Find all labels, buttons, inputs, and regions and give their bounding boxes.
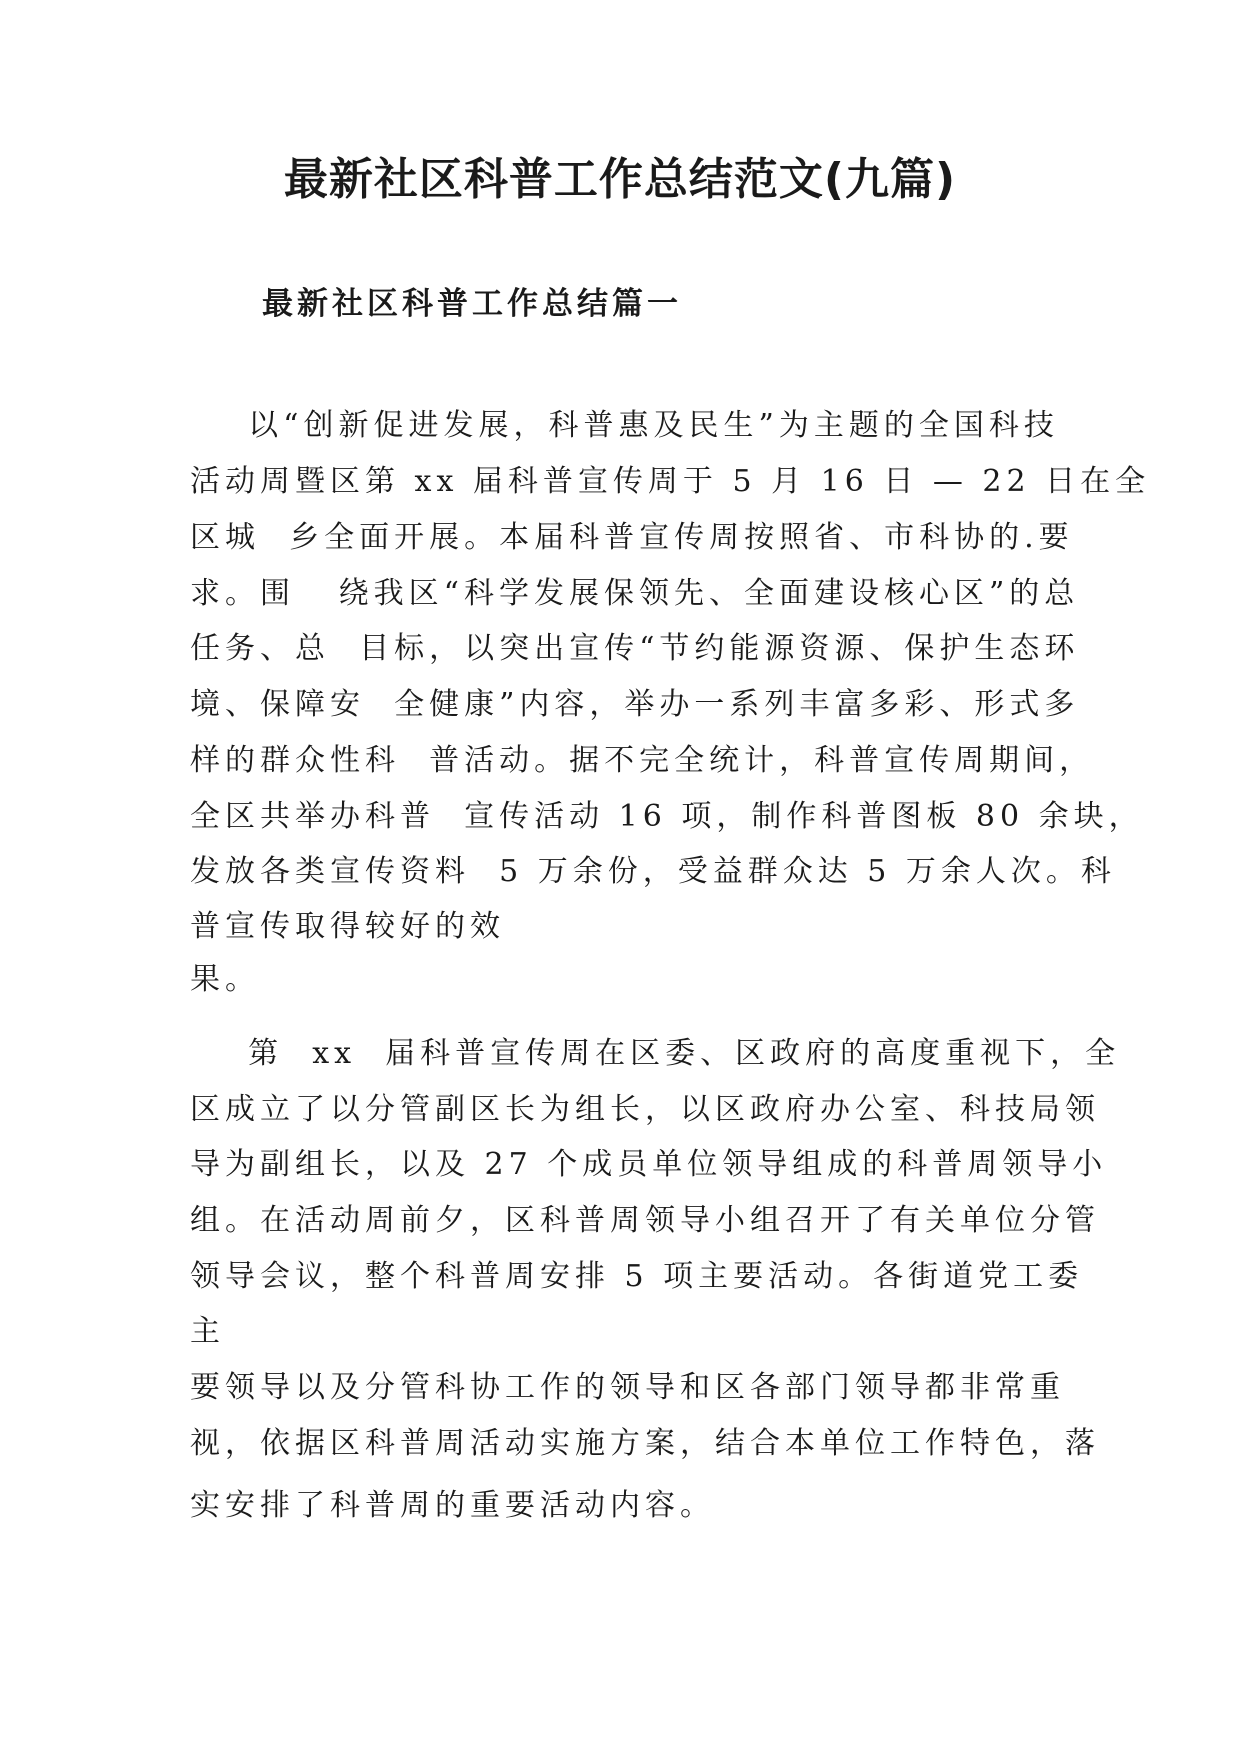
paragraph-line: 领导会议，整个科普周安排 5 项主要活动。各街道党工委 — [190, 1259, 1084, 1294]
paragraph-line: 任务、总 目标，以突出宣传“节约能源资源、保护生态环 — [190, 631, 1080, 666]
paragraph-line: 境、保障安 全健康”内容，举办一系列丰富多彩、形式多 — [190, 687, 1080, 722]
paragraph-line: 组。在活动周前夕，区科普周领导小组召开了有关单位分管 — [190, 1203, 1100, 1238]
paragraph-line: 主 — [190, 1314, 225, 1349]
paragraph-line: 要领导以及分管科协工作的领导和区各部门领导都非常重 — [190, 1370, 1065, 1405]
paragraph-line: 发放各类宣传资料 5 万余份，受益群众达 5 万余人次。科 — [190, 854, 1116, 889]
paragraph-line: 样的群众性科 普活动。据不完全统计，科普宣传周期间， — [190, 743, 1095, 778]
section-heading: 最新社区科普工作总结篇一 — [262, 286, 682, 322]
paragraph-line: 导为副组长，以及 27 个成员单位领导组成的科普周领导小 — [190, 1147, 1108, 1182]
paragraph-line: 求。围 绕我区“科学发展保领先、全面建设核心区”的总 — [190, 576, 1080, 611]
paragraph-line: 视，依据区科普周活动实施方案，结合本单位工作特色，落 — [190, 1426, 1100, 1461]
paragraph-line: 果。 — [190, 962, 260, 997]
paragraph-line: 区城 乡全面开展。本届科普宣传周按照省、市科协的.要 — [190, 520, 1074, 555]
document-title: 最新社区科普工作总结范文(九篇) — [283, 154, 957, 205]
paragraph-line: 实安排了科普周的重要活动内容。 — [190, 1488, 715, 1523]
paragraph-line: 以“创新促进发展，科普惠及民生”为主题的全国科技 — [190, 408, 1059, 443]
paragraph-line: 普宣传取得较好的效 — [190, 909, 505, 944]
paragraph-line: 活动周暨区第 xx 届科普宣传周于 5 月 16 日 — 22 日在全 — [190, 464, 1151, 499]
paragraph-line: 第 xx 届科普宣传周在区委、区政府的高度重视下，全 — [190, 1036, 1121, 1071]
paragraph-line: 全区共举办科普 宣传活动 16 项，制作科普图板 80 余块， — [190, 799, 1144, 834]
paragraph-line: 区成立了以分管副区长为组长，以区政府办公室、科技局领 — [190, 1092, 1100, 1127]
